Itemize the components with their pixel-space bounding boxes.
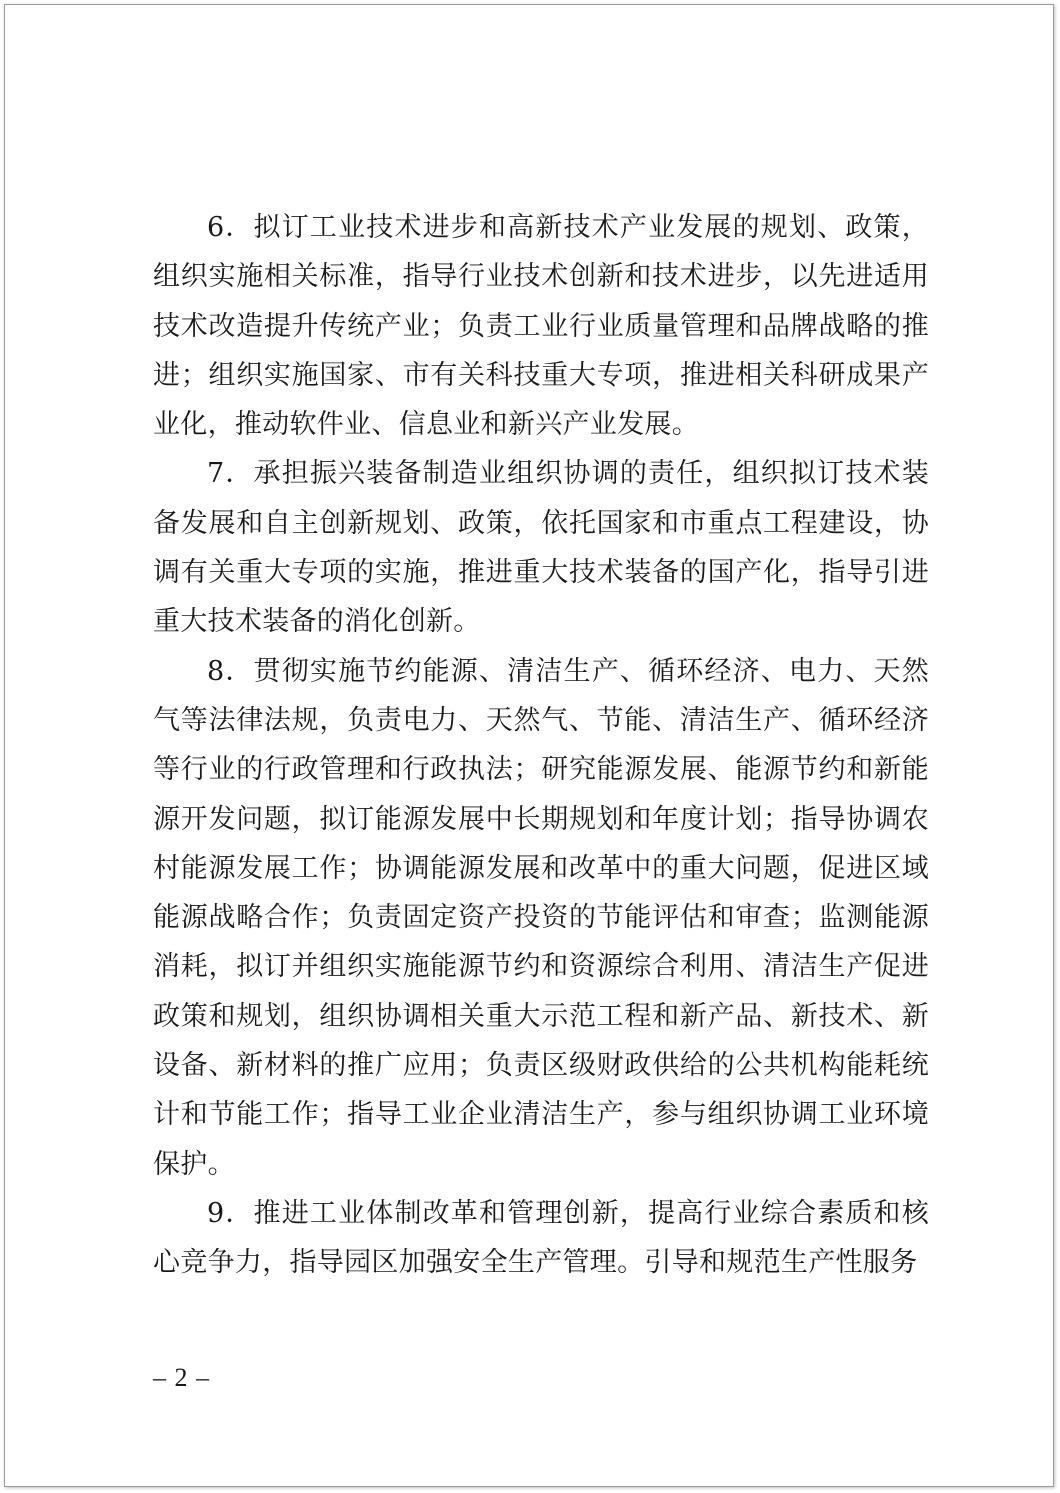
page-number: – 2 –	[153, 1363, 210, 1392]
paragraph-item-7: 7．承担振兴装备制造业组织协调的责任，组织拟订技术装备发展和自主创新规划、政策，依托国家和市重点工程建设，协调有关重大专项的实施，推进重大技术装备的国产化，指导引进重大技术装备的消化创新。	[153, 458, 929, 638]
paragraph-item-8: 8．贯彻实施节约能源、清洁生产、循环经济、电力、天然气等法律法规，负责电力、天然气、节能、清洁生产、循环经济等行业的行政管理和行政执法；研究能源发展、能源节约和新能源开发问题，拟订能源发展中长期规划和年度计划；指导协调农村能源发展工作；协调能源发展和改革中的重大问题，促进区域能源战略合作；负责固定资产投资的节能评估和审查；监测能源消耗，拟订并组织实施能源节约和资源综合利用、清洁生产促进政策和规划，组织协调相关重大示范工程和新产品、新技术、新设备、新材料的推广应用；负责区级财政供给的公共机构能耗统计和节能工作；指导工业企业清洁生产，参与组织协调工业环境保护。	[153, 655, 929, 1180]
paragraph-item-9: 9．推进工业体制改革和管理创新，提高行业综合素质和核心竞争力，指导园区加强安全生产管理。引导和规范生产性服务	[153, 1197, 929, 1279]
document-body	[153, 203, 929, 1288]
paragraph-item-6: 6．拟订工业技术进步和高新技术产业发展的规划、政策，组织实施相关标准，指导行业技术创新和技术进步，以先进适用技术改造提升传统产业；负责工业行业质量管理和品牌战略的推进；组织实施国家、市有关科技重大专项，推进相关科研成果产业化，推动软件业、信息业和新兴产业发展。	[153, 212, 929, 441]
document-page	[4, 4, 1054, 1487]
